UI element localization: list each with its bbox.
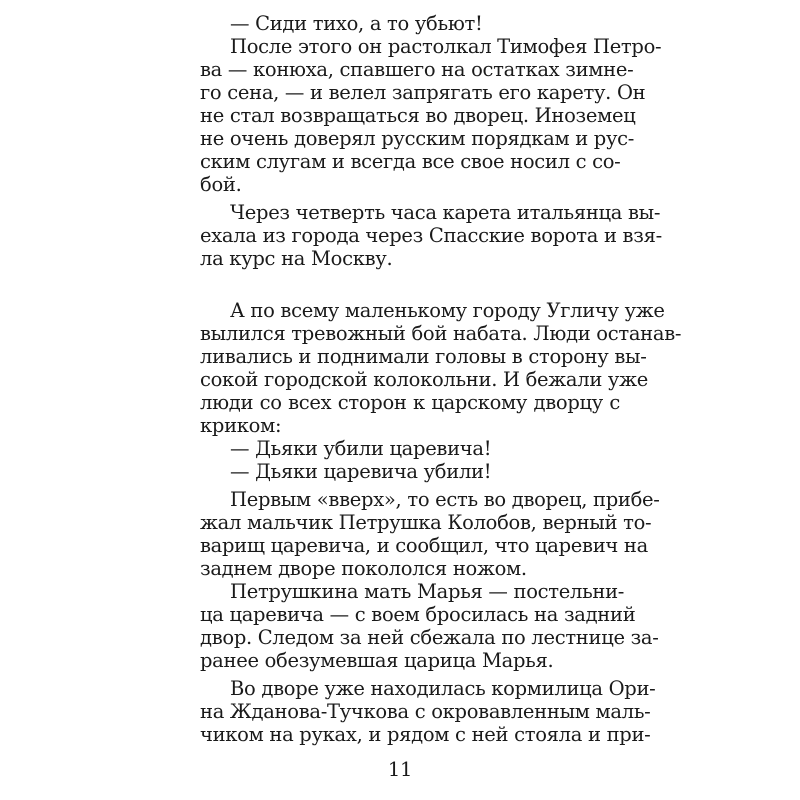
text-line: на Жданова-Тучкова с окровавленным маль- [200,700,651,723]
text-line: ца царевича — с воем бросилась на задний [200,603,636,626]
text-line: люди со всех сторон к царскому дворцу с [200,391,620,414]
text-line: А по всему маленькому городу Угличу уже [230,299,665,322]
text-line: варищ царевича, и сообщил, что царевич на [200,534,648,557]
text-line: Через четверть часа карета итальянца вы- [230,201,661,224]
text-line: — Дьяки убили царевича! [230,437,492,460]
text-line: Во дворе уже находилась кормилица Ори- [230,677,656,700]
page-number: 11 [387,758,413,781]
text-line: ла курс на Москву. [200,247,393,270]
text-line: двор. Следом за ней сбежала по лестнице за- [200,626,659,649]
text-line: ва — конюха, спавшего на остатках зимне- [200,58,634,81]
text-line: — Сиди тихо, а то убьют! [230,12,483,35]
text-line: чиком на руках, и рядом с ней стояла и при- [200,723,651,746]
text-line: После этого он растолкал Тимофея Петро- [230,35,662,58]
text-line: жал мальчик Петрушка Колобов, верный то- [200,511,652,534]
text-line: Петрушкина мать Марья — постельни- [230,580,625,603]
text-line: криком: [200,414,282,437]
text-line: не очень доверял русским порядкам и рус- [200,127,635,150]
text-line: не стал возвращаться во дворец. Иноземец [200,104,636,127]
text-line: бой. [200,173,242,196]
text-line: ехала из города через Спасские ворота и взя- [200,224,662,247]
text-line: — Дьяки царевича убили! [230,460,492,483]
text-line: вылился тревожный бой набата. Люди останав- [200,322,682,345]
text-line: ливались и поднимали головы в сторону вы- [200,345,647,368]
text-line: ским слугам и всегда все свое носил с со- [200,150,621,173]
text-line: заднем дворе покололся ножом. [200,557,527,580]
text-line: Первым «вверх», то есть во дворец, прибе- [230,488,660,511]
text-line: сокой городской колокольни. И бежали уже [200,368,648,391]
text-line: го сена, — и велел запрягать его карету. Он [200,81,646,104]
text-line: ранее обезумевшая царица Марья. [200,649,554,672]
